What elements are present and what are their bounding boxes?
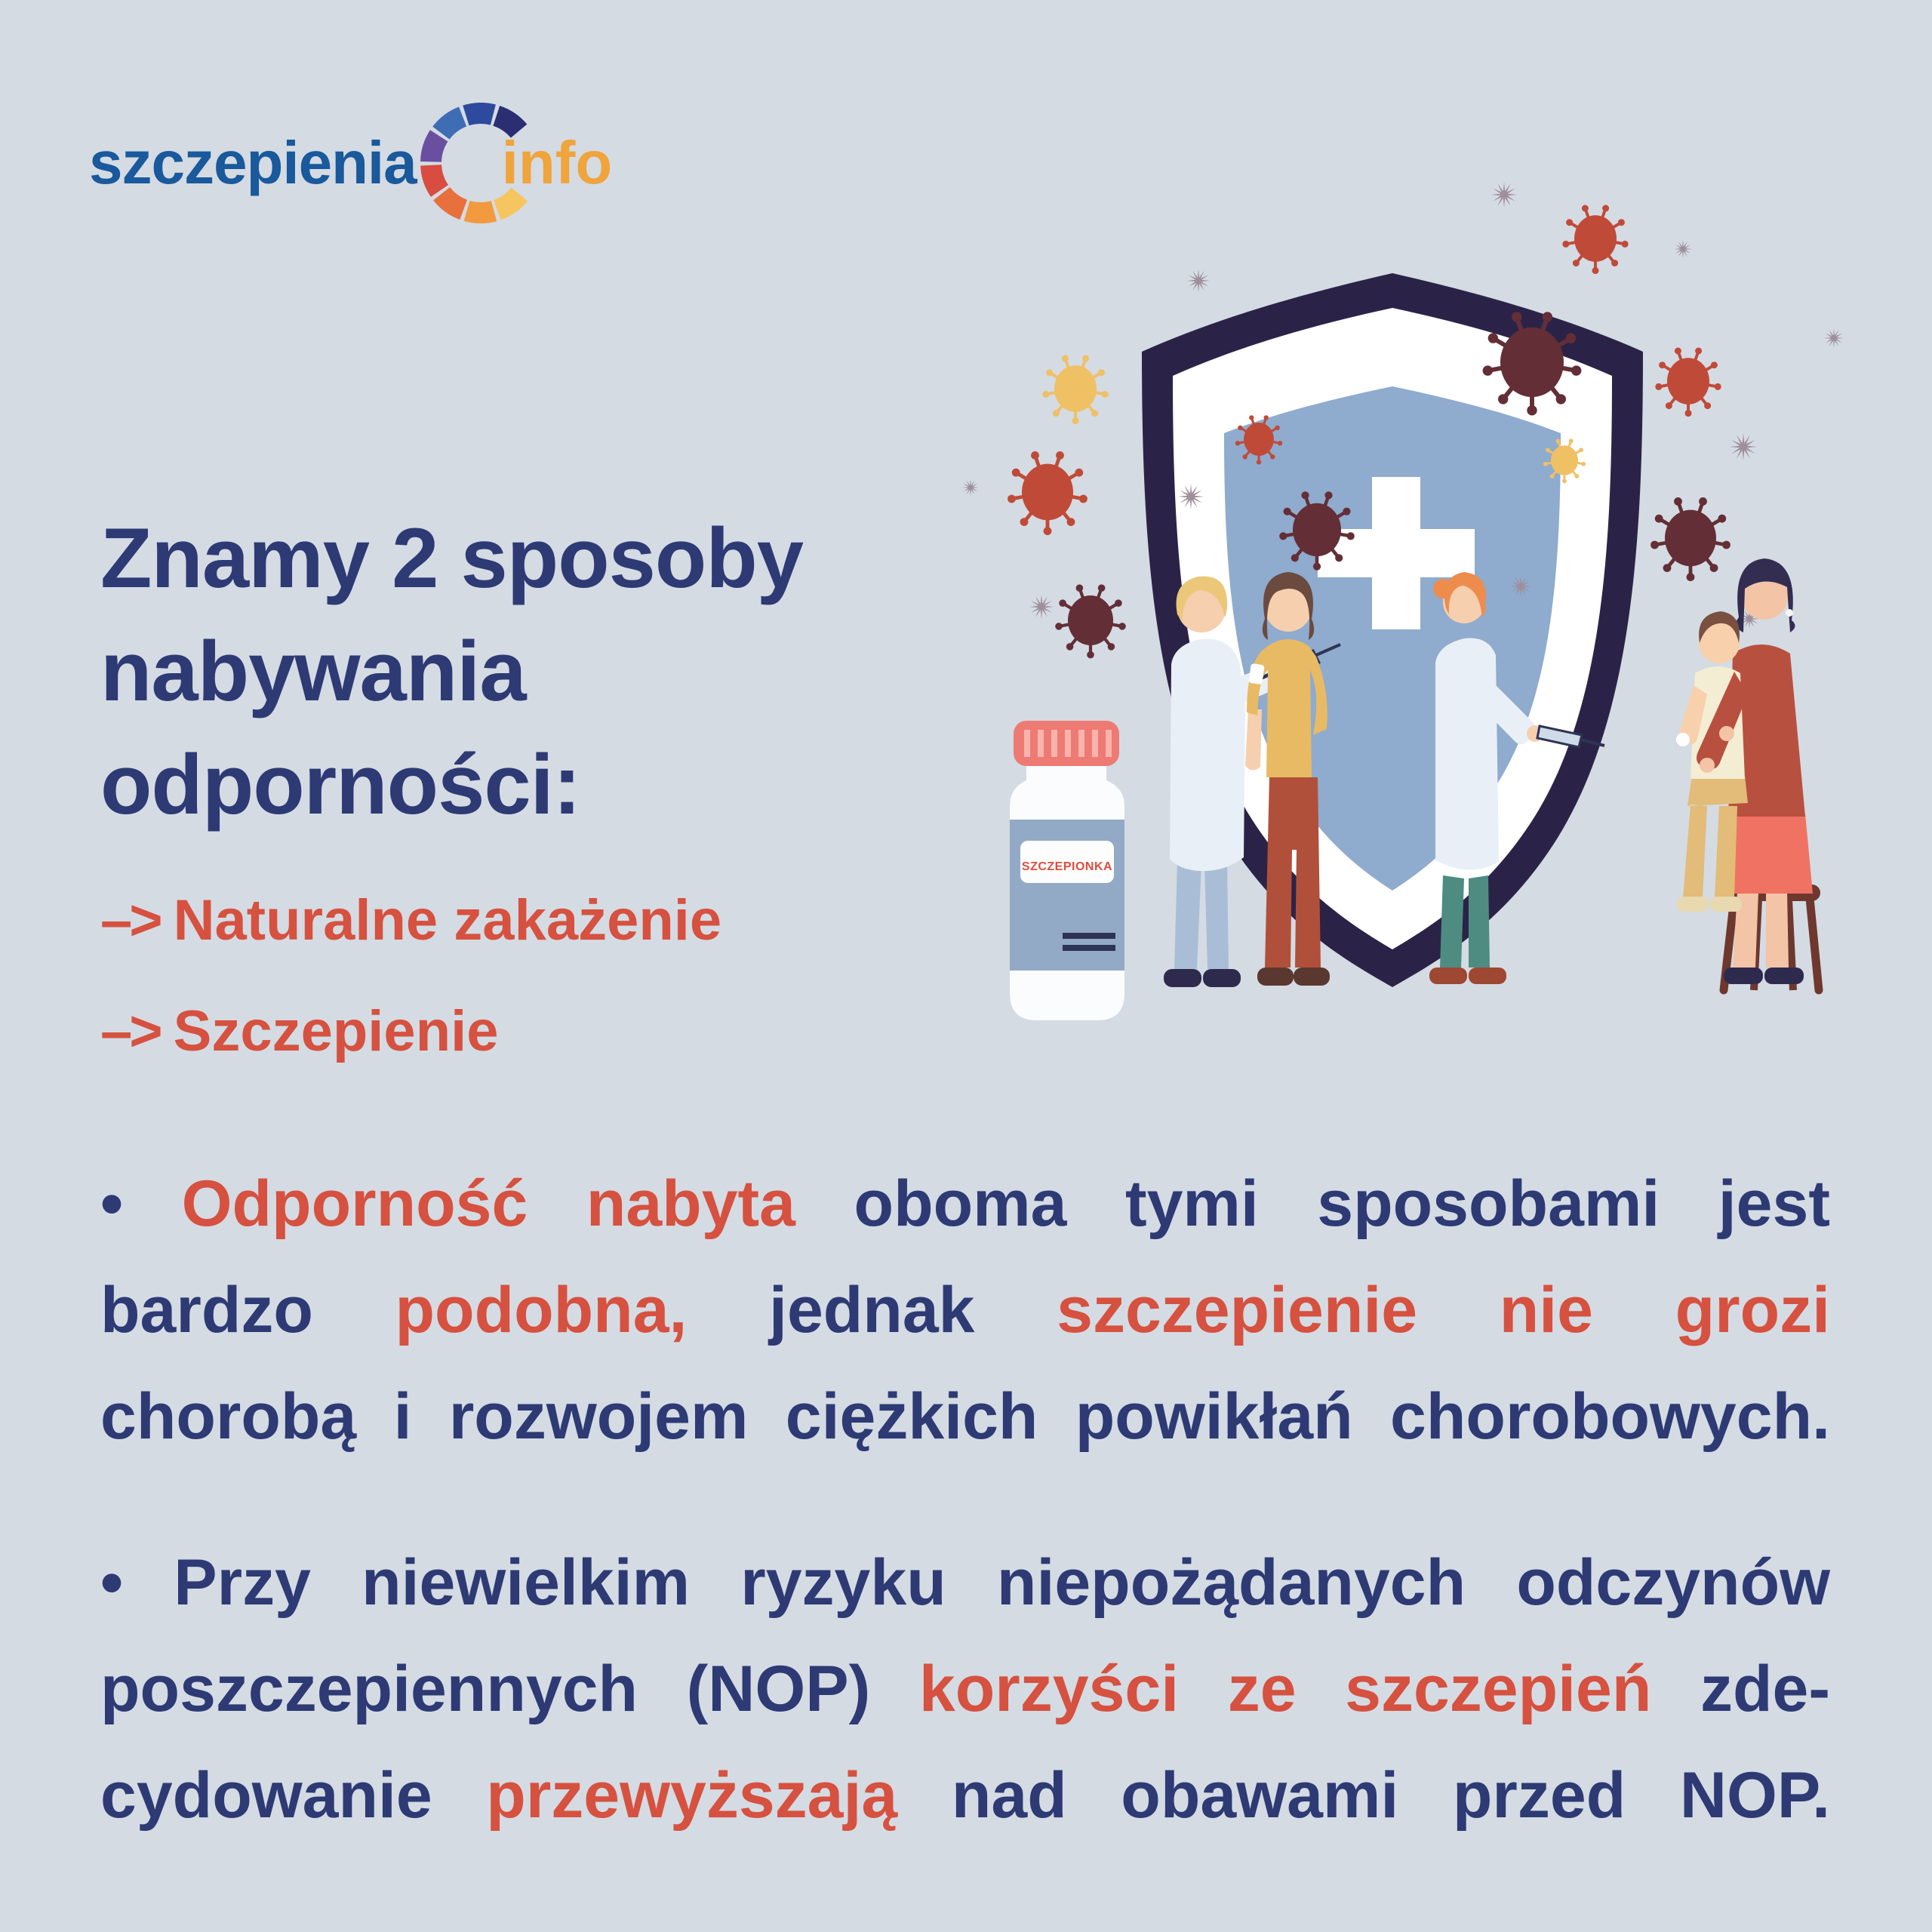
bottle-line [1063,945,1115,951]
text-segment: Odporność nabyta [181,1168,854,1240]
brand-logo [89,103,612,223]
paragraph-line [100,1151,1830,1257]
cotton-ball [1676,733,1690,746]
doctor-shoe [1164,969,1201,987]
page-title-line: odporności: [100,737,581,832]
arm-patch [1248,663,1264,685]
ring-segment [466,113,493,115]
starburst-icon [1674,240,1692,258]
paragraph-line [100,1530,1830,1636]
virus-icon [1008,451,1088,535]
ring-segment [431,165,439,191]
doctor-pants [1174,860,1229,969]
paragraph [100,1530,1830,1849]
bullet-label: Naturalne zakażenie [173,888,722,952]
boy-sneaker [1710,897,1742,912]
doctor2-shoe [1429,968,1467,984]
text-segment: • [100,1168,182,1240]
text-segment: podobna, [395,1274,770,1346]
starburst-icon [1187,269,1210,292]
paragraph [100,1151,1830,1470]
ring-segment [441,117,463,134]
text-segment: szczepienie nie grozi [1057,1274,1831,1346]
starburst-icon [1491,182,1517,208]
bullet-list [100,883,721,1105]
body-paragraphs [100,1151,1830,1909]
mother-shoe [1724,968,1763,984]
bottle-line [1063,933,1115,939]
ring-segment [431,136,439,162]
virus-icon [1651,497,1730,581]
text-segment: zde- [1700,1653,1830,1725]
bullet-item [100,994,721,1069]
woman-shoe [1257,968,1294,986]
text-segment: korzyści ze szczepień [918,1653,1700,1725]
page-title-line: nabywania [100,624,526,719]
mother-hand [1719,726,1734,741]
arrow-right-icon: –> [100,999,160,1063]
vaccine-bottle [1010,721,1124,1020]
bullet-item [100,883,721,958]
ring-segment [466,211,494,213]
doctor2-shoe [1469,968,1506,984]
page-title-line: Znamy 2 sposoby [100,511,804,606]
virus-icon [1055,584,1126,658]
paragraph-line [100,1257,1830,1364]
brand-suffix: info [501,129,613,196]
starburst-icon [1730,433,1757,460]
starburst-icon [1824,328,1844,348]
virus-icon [1655,348,1721,417]
brand-wordmark: szczepienia [89,129,417,196]
woman-shoe [1294,968,1330,986]
doctor2-hair-bun [1433,579,1453,598]
text-segment: poszczepiennych (NOP) [100,1653,919,1725]
mother-earring [1786,609,1793,617]
starburst-icon [962,479,979,496]
text-segment: • Przy niewielkim ryzyku niepożądanych odczynów [100,1546,1830,1619]
paragraph-line [100,1636,1830,1743]
ring-segment [441,194,463,210]
text-segment: nad obawami przed NOP. [951,1759,1831,1832]
paragraph-line [100,1743,1830,1849]
starburst-icon [1029,595,1054,619]
text-segment: chorobą i rozwojem ciężkich powikłań chorobowych. [100,1380,1830,1453]
virus-icon [1042,355,1108,425]
bottle-label-text: SZCZEPIONKA [1021,860,1113,873]
mother-shoe [1764,968,1804,984]
paragraph-line [100,1364,1830,1470]
vaccination-illustration [936,136,1932,1140]
page-title [100,502,803,841]
text-segment: przewyższają [486,1759,952,1832]
arrow-right-icon: –> [100,888,160,952]
virus-icon [1562,205,1628,275]
bullet-label: Szczepienie [173,999,499,1063]
doctor2-coat [1435,638,1499,869]
text-segment: oboma tymi sposobami jest [854,1168,1830,1240]
text-segment: bardzo [100,1274,395,1346]
text-segment: cydowanie [100,1759,487,1832]
doctor-shoe [1203,969,1241,987]
mother-hand [1700,758,1715,773]
boy-sneaker [1677,897,1709,912]
text-segment: jednak [769,1274,1057,1346]
